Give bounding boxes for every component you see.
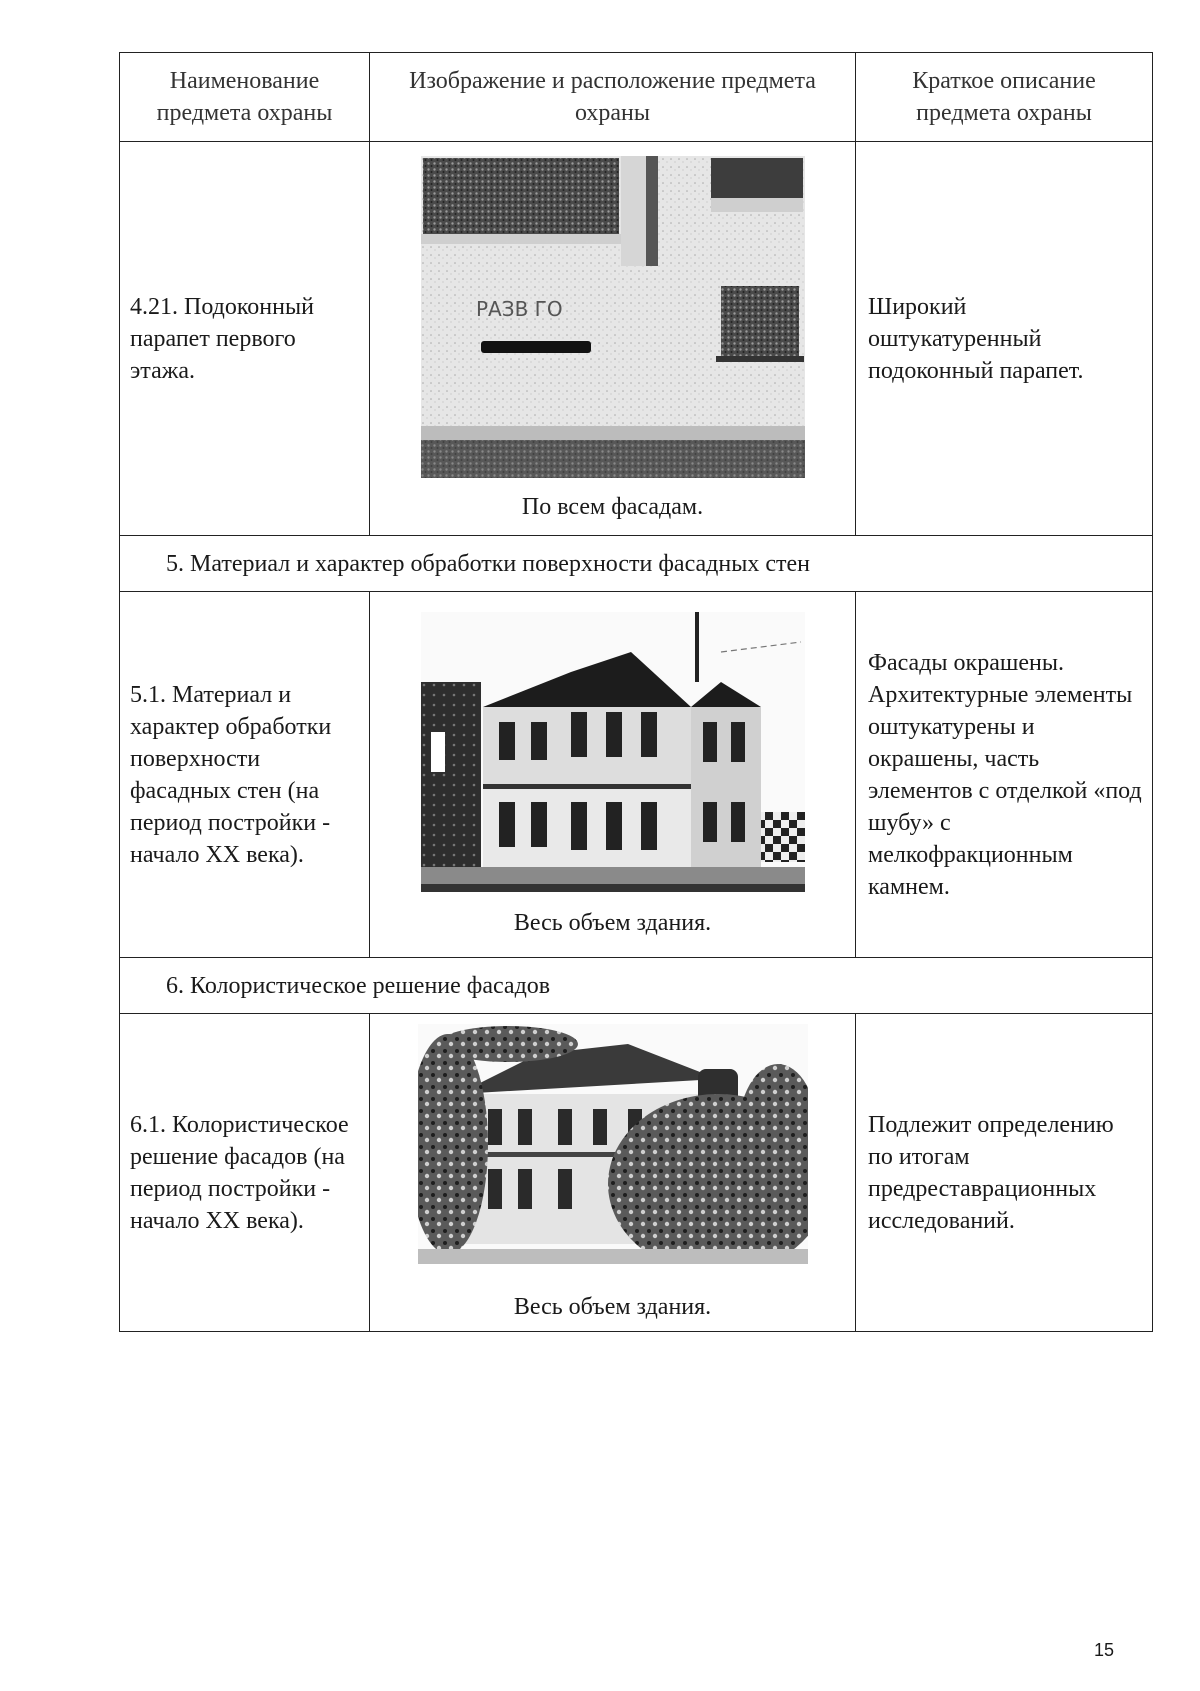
table-row (120, 1014, 1153, 1332)
item-description: Фасады окрашены. Архитектурные элементы оштукатурены и окрашены, часть элементов с отделкой «под шубу» с мелкофракционным камнем. (856, 592, 1153, 958)
item-name: 5.1. Материал и характер обработки поверхности фасадных стен (на период постройки - начало XX века). (120, 592, 370, 958)
section-title: 6. Колористическое решение фасадов (120, 958, 1153, 1014)
section-row (120, 958, 1153, 1014)
building-facade-photo (421, 612, 805, 892)
item-description: Подлежит определению по итогам предреставрационных исследований. (856, 1014, 1153, 1332)
header-description: Краткое описание предмета охраны (856, 53, 1153, 142)
section-row (120, 536, 1153, 592)
svg-text:РАЗВ ГО: РАЗВ ГО (475, 296, 563, 321)
building-trees-photo (418, 1024, 808, 1264)
table-row (120, 142, 1153, 536)
protection-items-table (119, 52, 1153, 1332)
image-caption: Весь объем здания. (513, 909, 712, 936)
header-name: Наименование предмета охраны (120, 53, 370, 142)
item-image-cell (370, 1014, 856, 1332)
item-name: 4.21. Подоконный парапет первого этажа. (120, 142, 370, 536)
table-row (120, 592, 1153, 958)
item-image-cell (370, 142, 856, 536)
section-title: 5. Материал и характер обработки поверхности фасадных стен (120, 536, 1153, 592)
image-caption: По всем фасадам. (521, 493, 704, 520)
image-caption: Весь объем здания. (513, 1293, 712, 1320)
window-parapet-photo (421, 156, 805, 478)
item-name: 6.1. Колористическое решение фасадов (на период постройки - начало XX века). (120, 1014, 370, 1332)
item-image-cell (370, 592, 856, 958)
page-number: 15 (1094, 1640, 1115, 1660)
header-image: Изображение и расположение предмета охраны (370, 53, 856, 142)
table-header-row (120, 53, 1153, 142)
item-description: Широкий оштукатуренный подоконный парапет. (856, 142, 1153, 536)
